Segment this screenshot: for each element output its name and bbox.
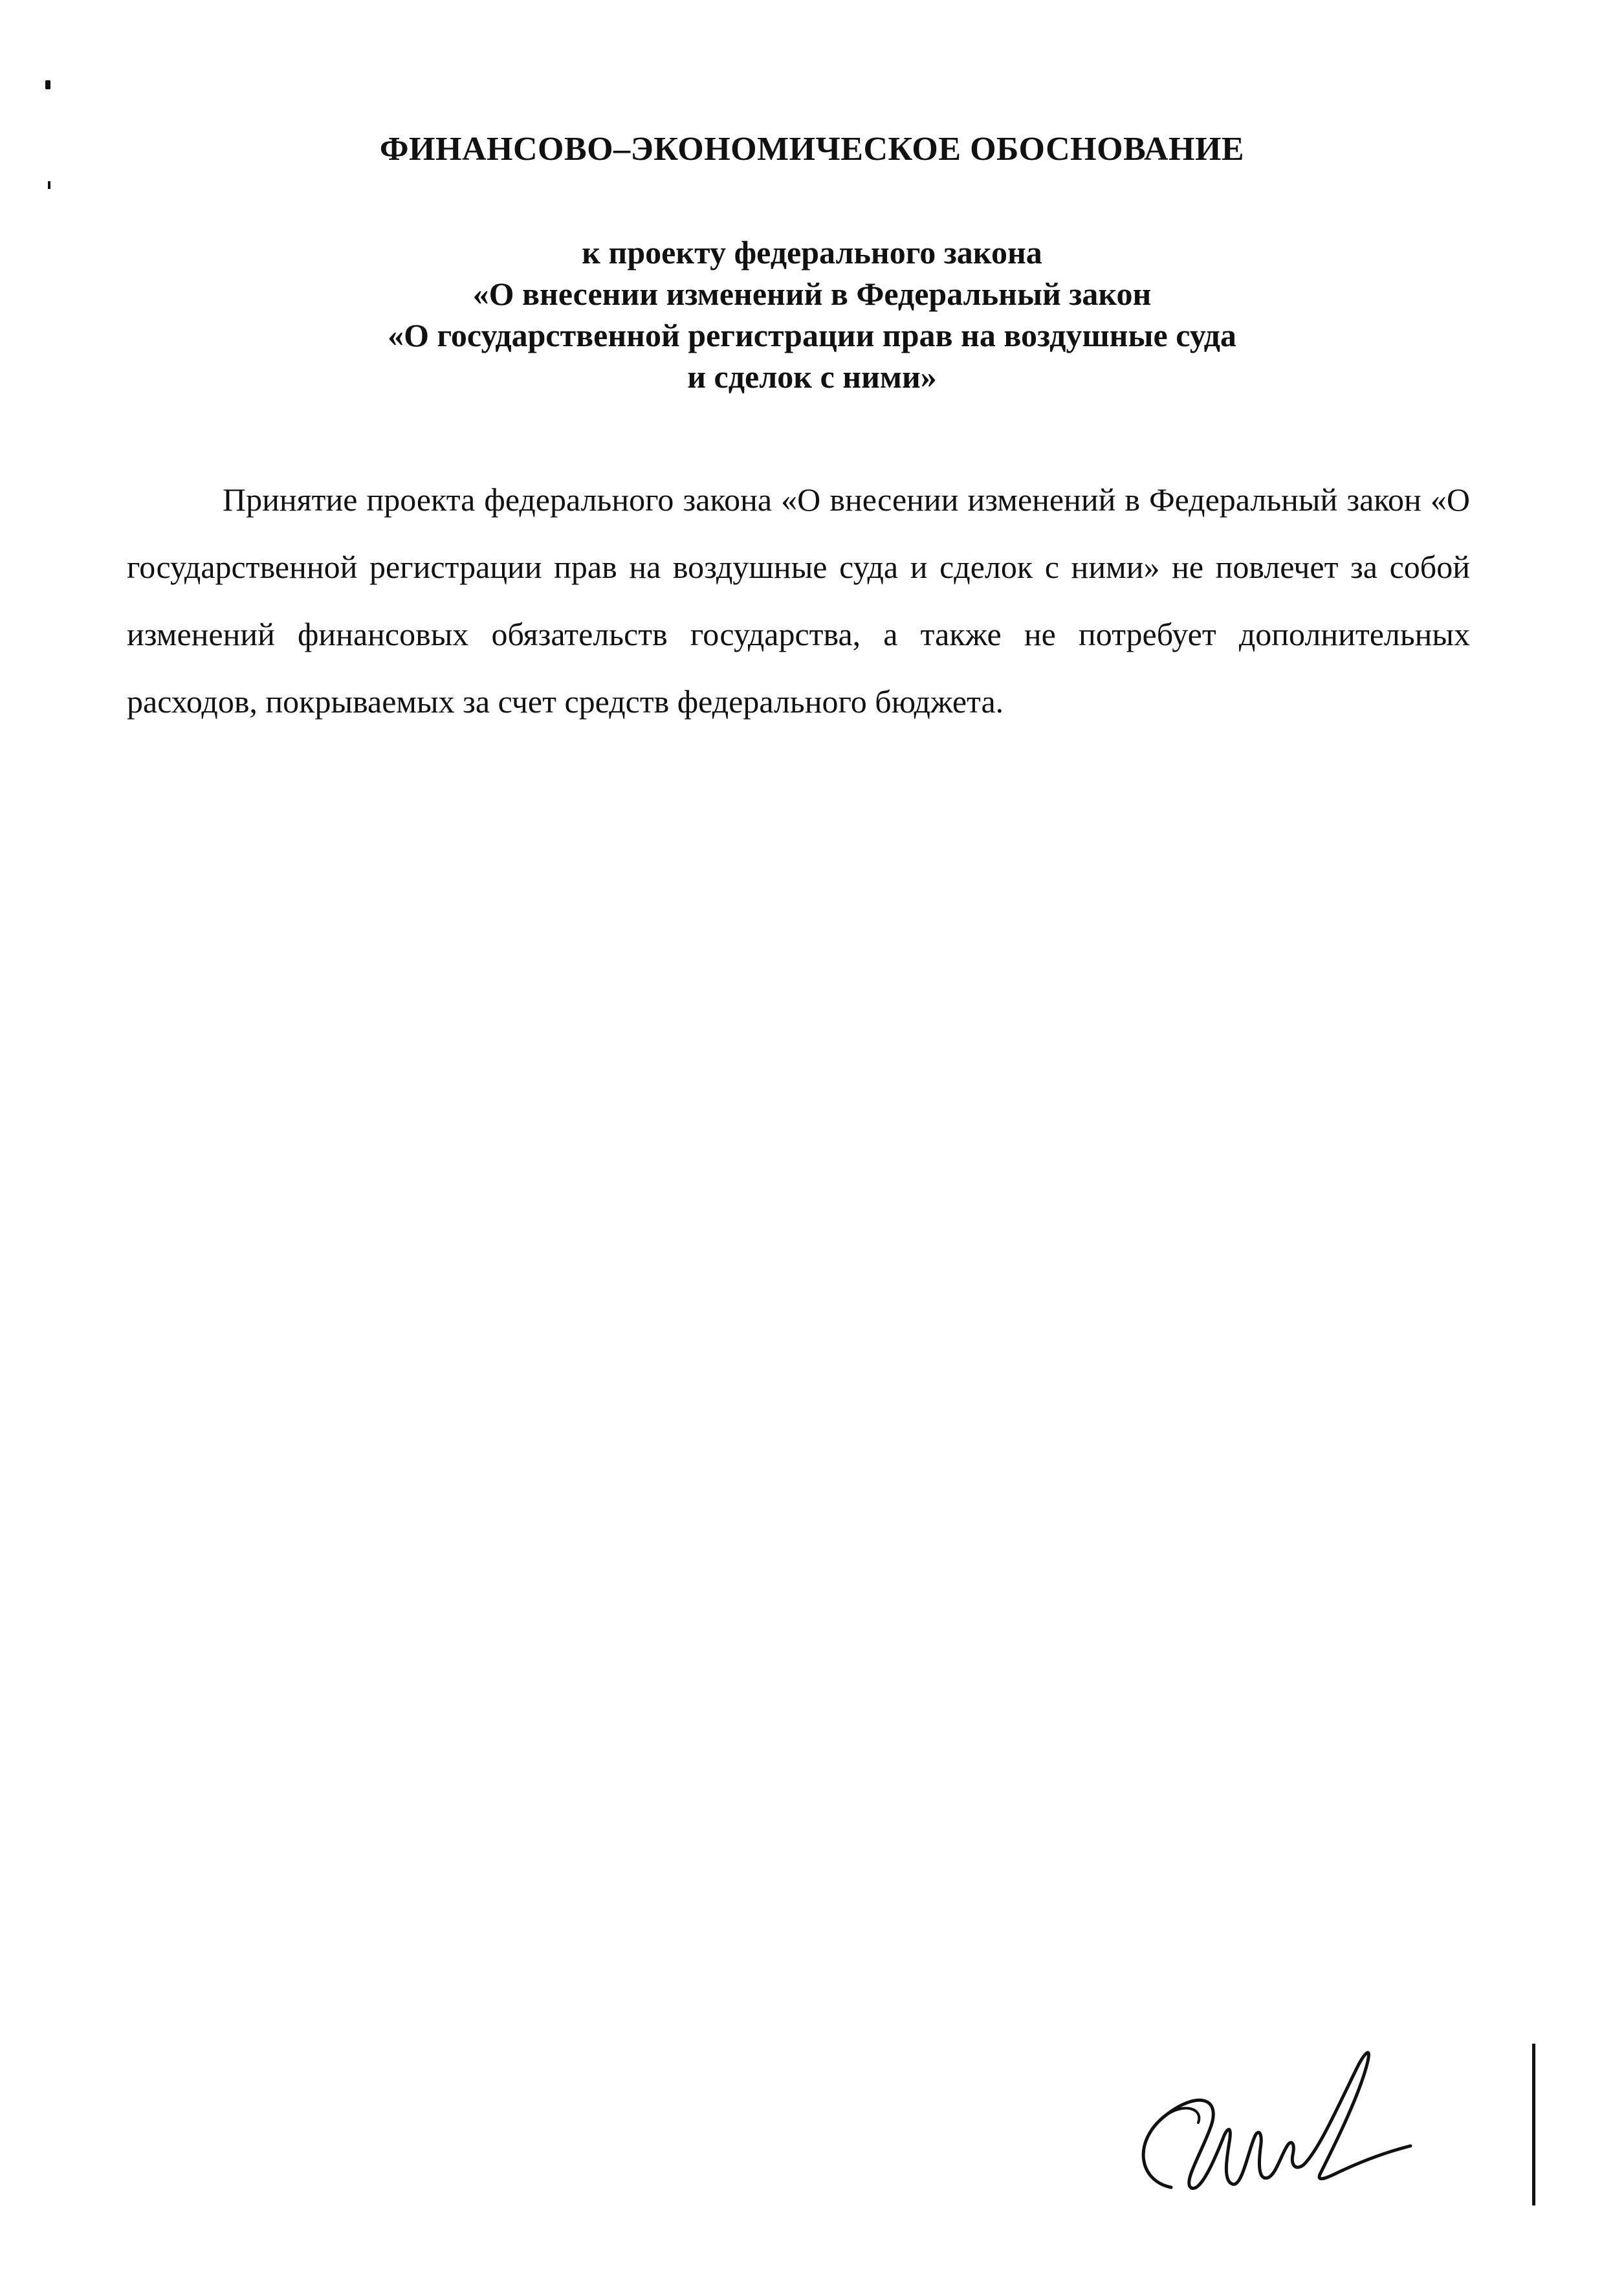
signature-icon [1126,2026,1436,2207]
subtitle-line: и сделок с ними» [687,359,937,395]
scan-mark [45,80,50,89]
body-paragraph: Принятие проекта федерального закона «О внесении изменений в Федеральный закон «О государственной регистрации прав на воздушные суда и сделок с ними» не повлечет за собой изменений финансовых обязательств государства, а также не потребует дополнительных расходов, покрываемых за счет средств федерального бюджета. [127,481,1470,720]
margin-line [1532,2044,1535,2205]
document-subtitle [0,232,1624,397]
document-title: ФИНАНСОВО–ЭКОНОМИЧЕСКОЕ ОБОСНОВАНИЕ [379,131,1245,168]
subtitle-line: «О государственной регистрации прав на воздушные суда [388,317,1236,353]
scan-mark [48,181,50,189]
subtitle-line: к проекту федерального закона [582,234,1042,271]
subtitle-line: «О внесении изменений в Федеральный закон [472,276,1152,312]
